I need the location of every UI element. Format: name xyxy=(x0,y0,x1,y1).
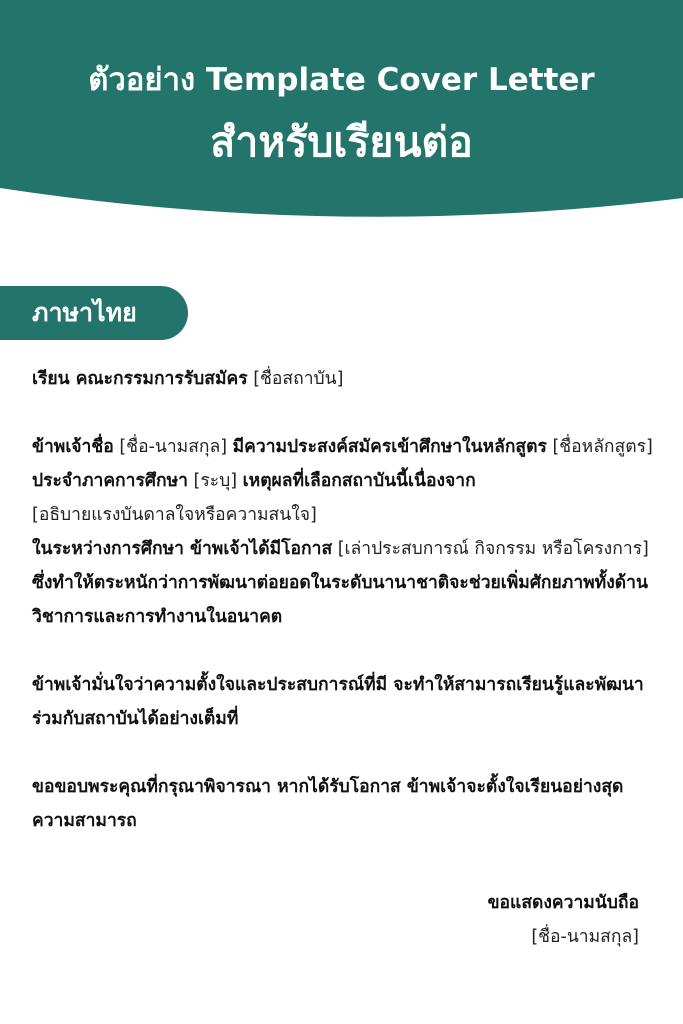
program-placeholder: [ชื่อหลักสูตร] xyxy=(552,437,653,457)
experience-placeholder: [เล่าประสบการณ์ กิจกรรม หรือโครงการ] xyxy=(337,539,649,559)
letter-paragraph-2: ข้าพเจ้ามั่นใจว่าความตั้งใจและประสบการณ์ที่มี จะทำให้สามารถเรียนรู้และพัฒนาร่วมกับสถาบันได้อย่างเต็มที่ xyxy=(32,675,644,729)
institution-placeholder: [ชื่อสถาบัน] xyxy=(253,369,344,389)
term-placeholder: [ระบุ] xyxy=(193,471,238,491)
closing-block xyxy=(488,886,639,954)
para1-text-5: ในระหว่างการศึกษา ข้าพเจ้าได้มีโอกาส xyxy=(32,539,333,559)
page-title-line2: สำหรับเรียนต่อ xyxy=(210,118,473,166)
para1-text-1: ข้าพเจ้าชื่อ xyxy=(32,437,114,457)
name-placeholder: [ชื่อ-นามสกุล] xyxy=(119,437,228,457)
language-section-tab xyxy=(0,286,188,340)
letter-paragraph-3: ขอขอบพระคุณที่กรุณาพิจารณา หากได้รับโอกาส ข้าพเจ้าจะตั้งใจเรียนอย่างสุดความสามารถ xyxy=(32,777,624,831)
signature-placeholder: [ชื่อ-นามสกุล] xyxy=(531,927,639,947)
page-title-line1: ตัวอย่าง Template Cover Letter xyxy=(88,62,595,98)
header-banner xyxy=(0,0,683,225)
salutation xyxy=(32,362,662,396)
header-background xyxy=(0,0,683,225)
para1-text-3: ประจำภาคการศึกษา xyxy=(32,471,188,491)
para1-text-6: ซึ่งทำให้ตระหนักว่าการพัฒนาต่อยอดในระดับนานาชาติจะช่วยเพิ่มศักยภาพทั้งด้านวิชาการและการทำงานในอนาคต xyxy=(32,573,648,627)
para1-text-2: มีความประสงค์สมัครเข้าศึกษาในหลักสูตร xyxy=(232,437,547,457)
closing-phrase: ขอแสดงความนับถือ xyxy=(487,893,639,913)
salutation-text: เรียน คณะกรรมการรับสมัคร xyxy=(32,369,248,389)
para1-text-4: เหตุผลที่เลือกสถาบันนี้เนื่องจาก xyxy=(242,471,476,491)
motivation-placeholder: [อธิบายแรงบันดาลใจหรือความสนใจ] xyxy=(32,505,317,525)
language-section-label: ภาษาไทย xyxy=(32,298,137,327)
letter-paragraph-1 xyxy=(32,430,662,634)
letter-body xyxy=(32,362,662,872)
